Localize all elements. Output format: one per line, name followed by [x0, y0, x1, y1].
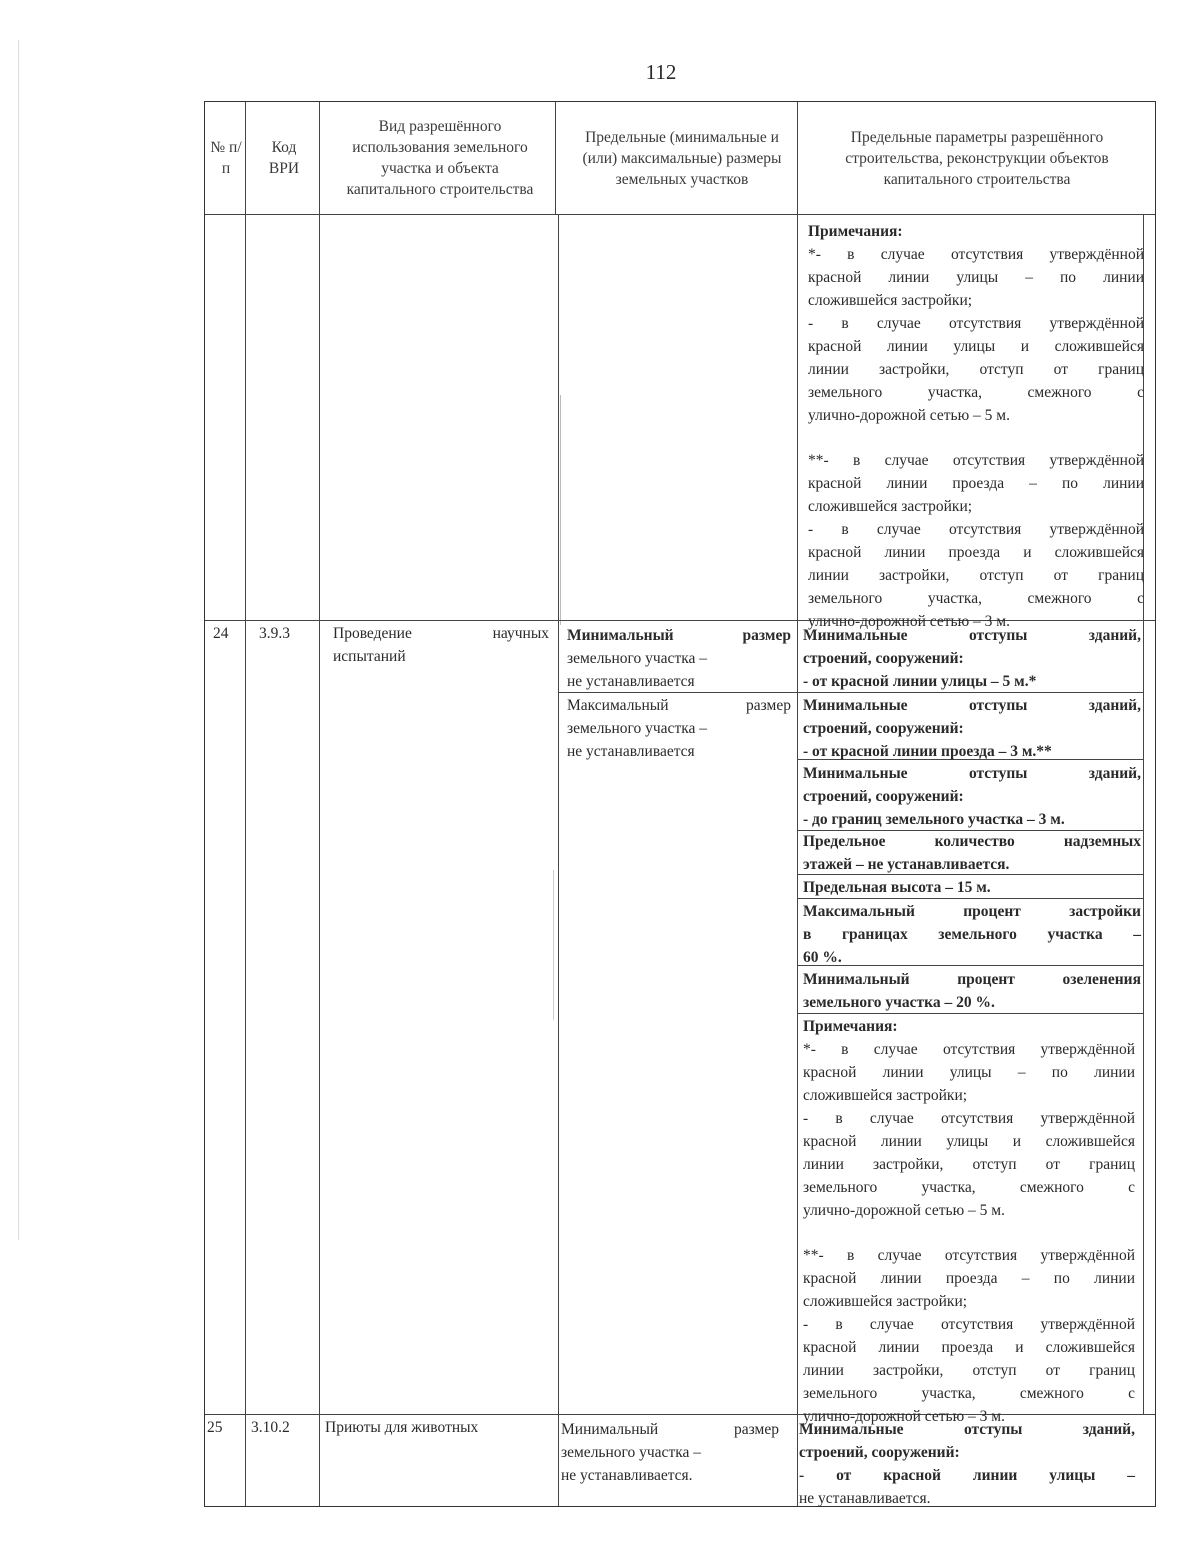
row-24-max-size: Максимальный размер земельного участка – не устанавливается	[567, 697, 791, 760]
row-25-min-size: Минимальный размер земельного участка – не устанавливается.	[561, 1421, 779, 1484]
continuation-notes: Примечания: *- в случае отсутствия утверждённой красной линии улицы – по линии сложившейся застройки; - в случае отсутствия утверждённой красной линии улицы и сложившейся линии застройки, отступ от границ земельного участка, смежного с улично-дорожной сетью – 5 м. **- в случае отсутствия утверждённой красной линии проезда – по линии сложившейся застройки; - в случае отсутствия утверждённой красной линии проезда и сложившейся линии застройки, отступ от границ земельного участка, смежного с улично-дорожной сетью – 3 м.	[808, 223, 1144, 630]
row-25-code: 3.10.2	[251, 1419, 290, 1436]
row-24-type: Проведение научных испытаний	[333, 625, 549, 665]
row-24-param-height: Предельная высота – 15 м.	[803, 879, 991, 896]
row-24-param-floors: Предельное количество надземных этажей – не устанавливается.	[803, 833, 1141, 873]
row-24-notes: Примечания: *- в случае отсутствия утверждённой красной линии улицы – по линии сложившейся застройки; - в случае отсутствия утверждённой красной линии улицы и сложившейся линии застройки, отступ от границ земельного участка, смежного с улично-дорожной сетью – 5 м. **- в случае отсутствия утверждённой красной линии проезда – по линии сложившейся застройки; - в случае отсутствия утверждённой красной линии проезда и сложившейся линии застройки, отступ от границ земельного участка, смежного с улично-дорожной сетью – 3 м.	[803, 1018, 1135, 1425]
row-24-param-greenery: Минимальный процент озеленения земельного участка – 20 %.	[803, 971, 1141, 1011]
row-24-code: 3.9.3	[259, 625, 290, 642]
header-num: № п/п	[210, 139, 242, 177]
header-params: Предельные параметры разрешённого строительства, реконструкции объектов капитального строительства	[845, 128, 1109, 188]
row-25-num: 25	[207, 1419, 223, 1436]
header-code: Код ВРИ	[268, 139, 300, 177]
row-24-param-coverage: Максимальный процент застройки в границах земельного участка – 60 %.	[803, 903, 1141, 966]
row-25-params: Минимальные отступы зданий, строений, сооружений: - от красной линии улицы – не устанавливается.	[799, 1421, 1135, 1507]
row-24-min-size: Минимальный размер земельного участка – не устанавливается	[567, 627, 791, 690]
row-24-num: 24	[213, 625, 229, 642]
header-type: Вид разрешённого использования земельного участка и объекта капитального строительства	[346, 118, 534, 198]
row-24-param-setback-driveway: Минимальные отступы зданий, строений, сооружений: - от красной линии проезда – 3 м.**	[803, 697, 1141, 760]
zoning-table	[204, 101, 1156, 1507]
page-number: 112	[645, 60, 677, 84]
header-size: Предельные (минимальные и (или) максимальные) размеры земельных участков	[582, 128, 782, 188]
row-25-type: Приюты для животных	[325, 1419, 479, 1436]
row-24-param-setback-boundary: Минимальные отступы зданий, строений, сооружений: - до границ земельного участка – 3 м.	[803, 765, 1141, 828]
row-24-param-setback-street: Минимальные отступы зданий, строений, сооружений: - от красной линии улицы – 5 м.*	[803, 627, 1141, 690]
